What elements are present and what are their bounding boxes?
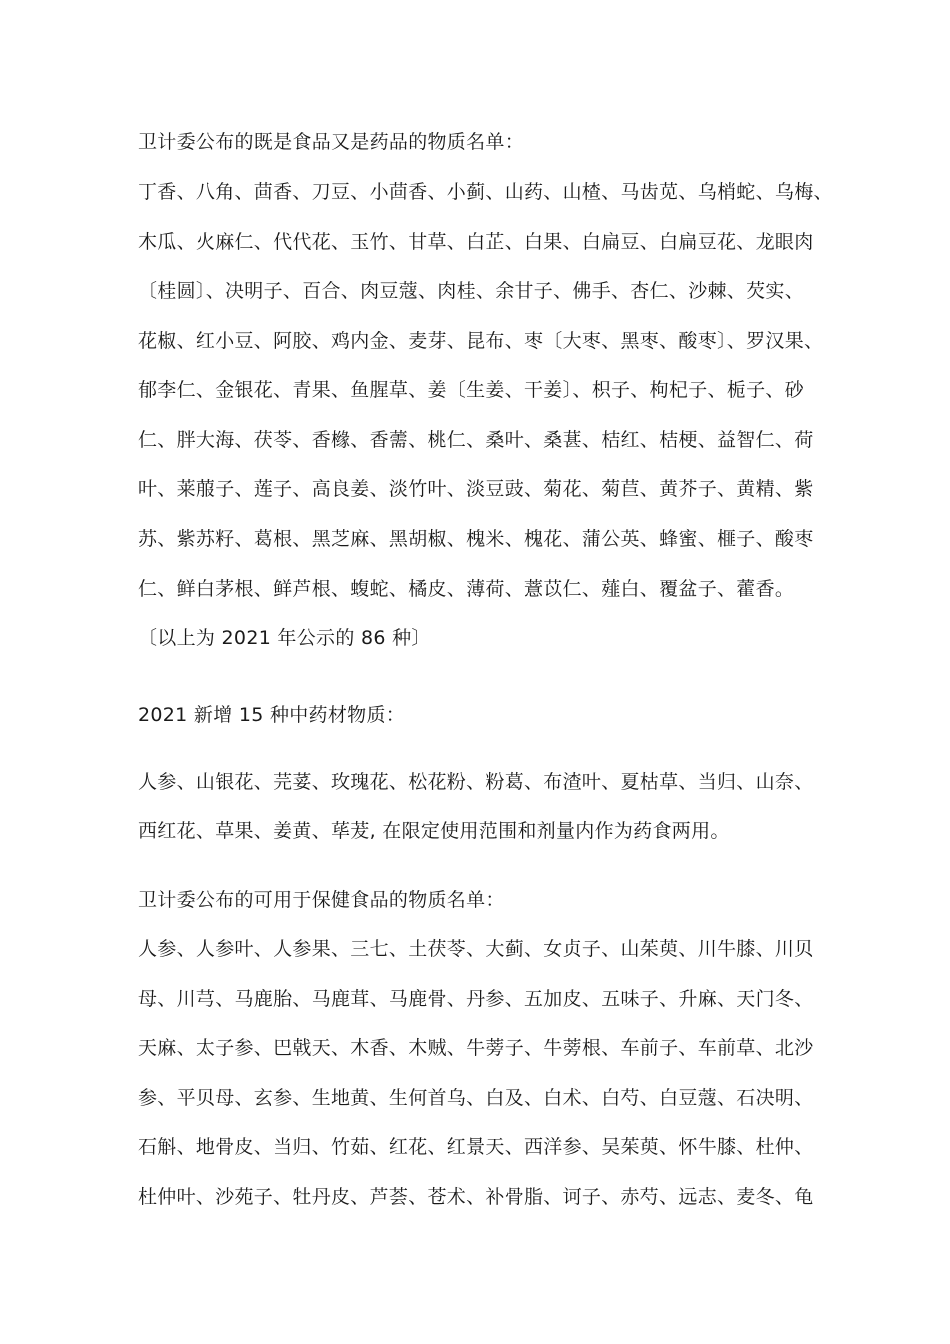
section2-heading: 2021 新增 15 种中药材物质： xyxy=(138,704,406,726)
section1-heading: 卫计委公布的既是食品又是药品的物质名单： xyxy=(138,131,525,153)
section1-line: 仁、鲜白茅根、鲜芦根、蝮蛇、橘皮、薄荷、薏苡仁、薤白、覆盆子、藿香。 xyxy=(138,578,795,600)
section1-line: 仁、胖大海、茯苓、香橼、香薷、桃仁、桑叶、桑葚、桔红、桔梗、益智仁、荷 xyxy=(138,429,814,451)
section3-line: 人参、人参叶、人参果、三七、土茯苓、大蓟、女贞子、山茱萸、川牛膝、川贝 xyxy=(138,938,814,960)
section2-line: 人参、山银花、芫荽、玫瑰花、松花粉、粉葛、布渣叶、夏枯草、当归、山奈、 xyxy=(138,771,814,793)
section3-line: 天麻、太子参、巴戟天、木香、木贼、牛蒡子、牛蒡根、车前子、车前草、北沙 xyxy=(138,1037,814,1059)
section1-line: 〔桂圆〕、决明子、百合、肉豆蔻、肉桂、余甘子、佛手、杏仁、沙棘、芡实、 xyxy=(138,280,805,302)
section2-line: 西红花、草果、姜黄、荜茇, 在限定使用范围和剂量内作为药食两用。 xyxy=(138,820,730,842)
section1-line: 叶、莱菔子、莲子、高良姜、淡竹叶、淡豆豉、菊花、菊苣、黄芥子、黄精、紫 xyxy=(138,478,814,500)
section3-line: 母、川芎、马鹿胎、马鹿茸、马鹿骨、丹参、五加皮、五味子、升麻、天门冬、 xyxy=(138,988,814,1010)
section1-line: 木瓜、火麻仁、代代花、玉竹、甘草、白芷、白果、白扁豆、白扁豆花、龙眼肉 xyxy=(138,231,814,253)
section1-line: 郁李仁、金银花、青果、鱼腥草、姜〔生姜、干姜〕、枳子、枸杞子、栀子、砂 xyxy=(138,379,805,401)
section1-line: 花椒、红小豆、阿胶、鸡内金、麦芽、昆布、枣〔大枣、黑枣、酸枣〕、罗汉果、 xyxy=(138,330,824,352)
section3-line: 杜仲叶、沙苑子、牡丹皮、芦荟、苍术、补骨脂、诃子、赤芍、远志、麦冬、龟 xyxy=(138,1186,814,1208)
section1-line: 丁香、八角、茴香、刀豆、小茴香、小蓟、山药、山楂、马齿苋、乌梢蛇、乌梅、 xyxy=(138,181,833,203)
section3-line: 参、平贝母、玄参、生地黄、生何首乌、白及、白术、白芍、白豆蔻、石决明、 xyxy=(138,1087,814,1109)
section3-heading: 卫计委公布的可用于保健食品的物质名单： xyxy=(138,889,505,911)
section1-note: 〔以上为 2021 年公示的 86 种〕 xyxy=(138,627,431,649)
section3-line: 石斛、地骨皮、当归、竹茹、红花、红景天、西洋参、吴茱萸、怀牛膝、杜仲、 xyxy=(138,1136,814,1158)
section1-line: 苏、紫苏籽、葛根、黑芝麻、黑胡椒、槐米、槐花、蒲公英、蜂蜜、榧子、酸枣 xyxy=(138,528,814,550)
